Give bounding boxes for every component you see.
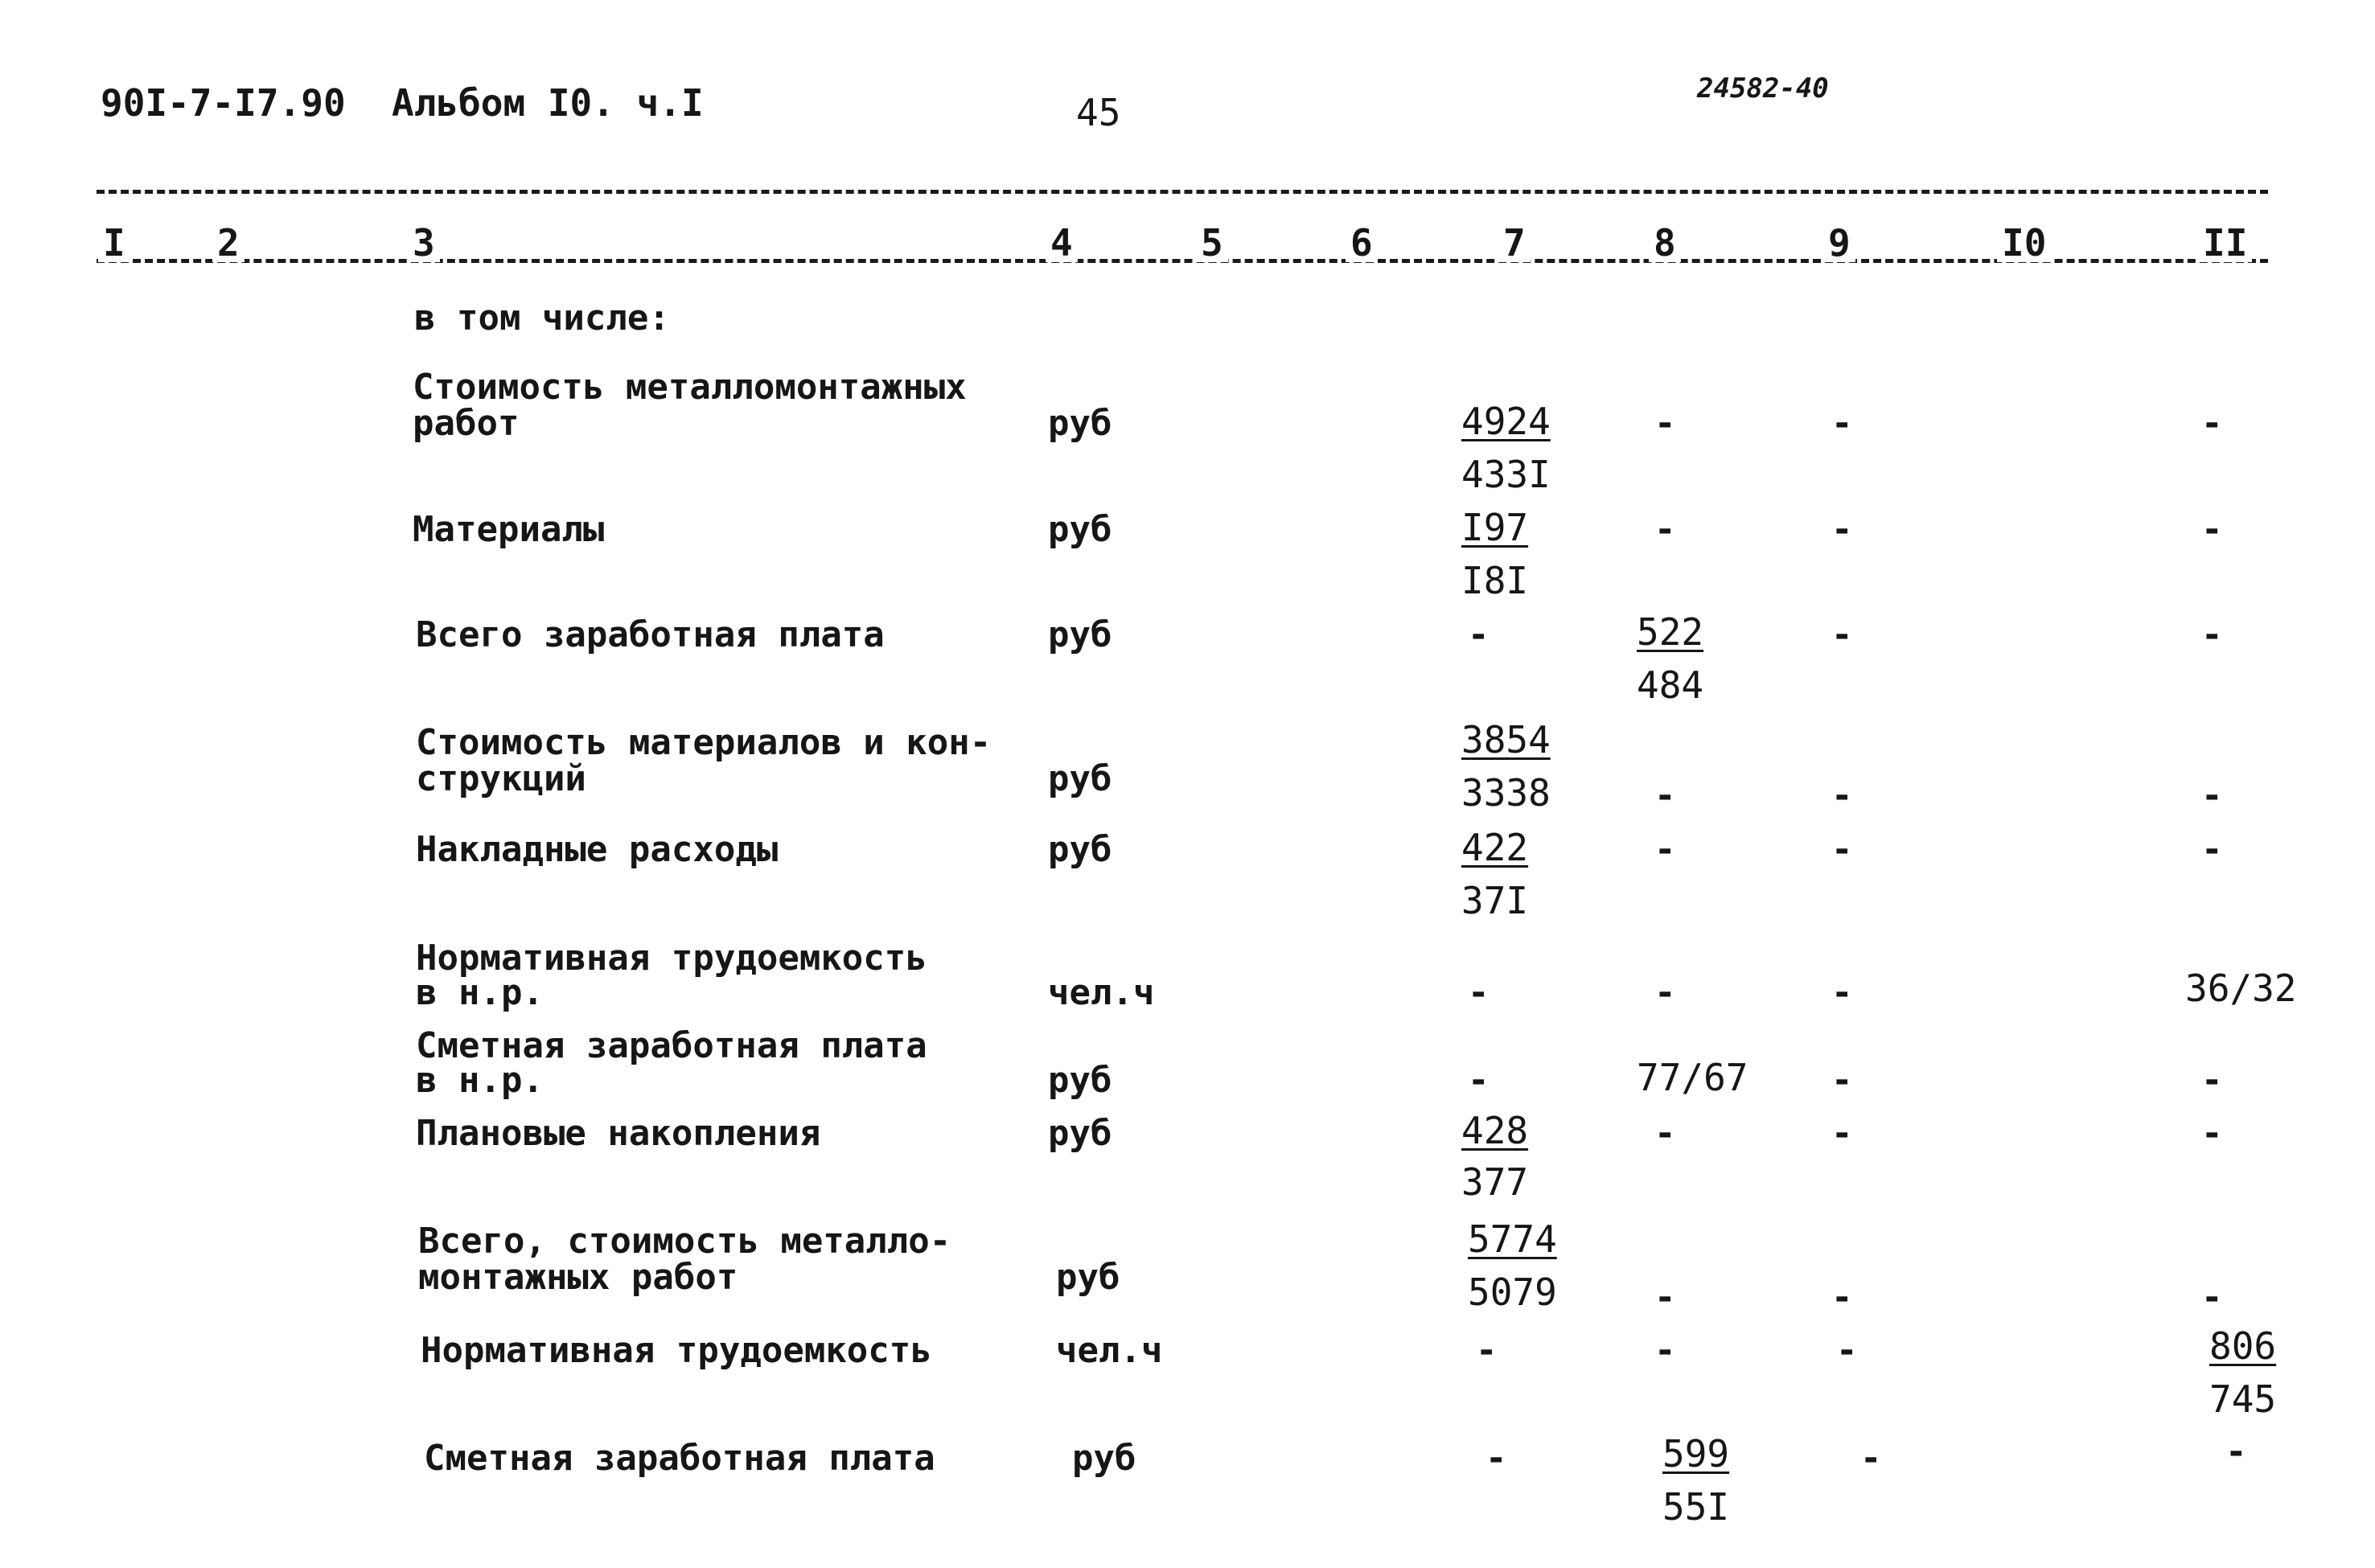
row-11-col9: - — [1860, 1438, 1882, 1479]
row-7-col8: 77/67 — [1637, 1056, 1748, 1099]
col-number-2: 2 — [212, 224, 244, 262]
row-5-label-line-1: Накладные расходы — [416, 829, 779, 870]
row-3-col8-top: 522 — [1637, 610, 1704, 654]
row-4-col9: - — [1831, 775, 1853, 816]
row-9-col9: - — [1831, 1277, 1853, 1318]
col-number-8: 8 — [1649, 224, 1681, 262]
row-1-col11: - — [2201, 403, 2223, 444]
row-3-unit: руб — [1048, 614, 1112, 655]
row-6-unit: чел.ч — [1048, 972, 1155, 1013]
row-8-col9: - — [1831, 1113, 1853, 1154]
row-1-col9: - — [1831, 403, 1853, 444]
col-number-11: II — [2198, 224, 2252, 262]
row-6-label-line-2: в н.р. — [416, 972, 544, 1013]
document-code: 90I-7-I7.90 — [101, 81, 346, 125]
col-number-9: 9 — [1823, 224, 1855, 262]
row-3-col9: - — [1831, 614, 1853, 655]
row-7-col9: - — [1831, 1060, 1853, 1101]
row-4-col11: - — [2201, 775, 2223, 816]
album-label: Альбом I0. ч.I — [392, 81, 704, 125]
row-8-col7-top: 428 — [1461, 1109, 1529, 1152]
row-1-unit: руб — [1048, 403, 1112, 444]
row-1-col8: - — [1654, 403, 1676, 444]
row-2-col9: - — [1831, 509, 1853, 550]
col-number-1: I — [98, 224, 130, 262]
row-7-unit: руб — [1048, 1060, 1112, 1101]
row-11-col11: - — [2225, 1431, 2247, 1472]
row-3-col7: - — [1468, 614, 1490, 655]
row-6-col8: - — [1654, 972, 1676, 1013]
row-5-unit: руб — [1048, 829, 1112, 870]
top-dashed-rule — [97, 190, 2268, 194]
row-1-label-line-1: Стоимость металломонтажных — [413, 367, 967, 408]
row-8-label-line-1: Плановые накопления — [416, 1113, 821, 1154]
row-9-unit: руб — [1056, 1257, 1120, 1298]
row-11-col8-bottom: 55I — [1662, 1485, 1730, 1529]
row-10-col7: - — [1476, 1330, 1498, 1371]
row-10-col11-top: 806 — [2209, 1324, 2277, 1368]
row-9-col11: - — [2201, 1277, 2223, 1318]
row-5-col11: - — [2201, 829, 2223, 870]
row-6-col11: 36/32 — [2185, 967, 2297, 1010]
row-4-col7-bottom: 3338 — [1461, 771, 1551, 815]
row-7-label-line-1: Сметная заработная плата — [416, 1025, 927, 1066]
row-9-col7-top: 5774 — [1468, 1217, 1557, 1261]
row-1-col7-bottom: 433I — [1461, 453, 1551, 496]
row-2-label-line-1: Материалы — [413, 509, 605, 550]
archive-stamp: 24582-40 — [1697, 72, 1829, 105]
row-4-label-line-2: струкций — [416, 758, 586, 799]
row-9-label-line-2: монтажных работ — [418, 1257, 738, 1298]
row-1-label-line-2: работ — [413, 403, 520, 444]
row-2-unit: руб — [1048, 509, 1112, 550]
row-2-col11: - — [2201, 509, 2223, 550]
row-9-col8: - — [1654, 1277, 1676, 1318]
row-7-label-line-2: в н.р. — [416, 1060, 544, 1101]
row-8-col7-bottom: 377 — [1461, 1160, 1529, 1204]
page-number: 45 — [1076, 91, 1121, 134]
row-9-label-line-1: Всего, стоимость металло- — [418, 1221, 951, 1262]
row-3-col8-bottom: 484 — [1637, 663, 1704, 707]
row-2-col8: - — [1654, 509, 1676, 550]
row-11-col7: - — [1485, 1438, 1507, 1479]
col-number-7: 7 — [1498, 224, 1531, 262]
row-11-col8-top: 599 — [1662, 1432, 1730, 1476]
row-5-col8: - — [1654, 829, 1676, 870]
row-6-col7: - — [1468, 972, 1490, 1013]
row-10-col11-bottom: 745 — [2209, 1377, 2277, 1421]
row-11-label-line-1: Сметная заработная плата — [424, 1438, 935, 1479]
row-2-col7-bottom: I8I — [1461, 559, 1529, 602]
row-9-col7-bottom: 5079 — [1468, 1270, 1557, 1314]
row-6-col9: - — [1831, 972, 1853, 1013]
row-4-col8: - — [1654, 775, 1676, 816]
row-4-col7-top: 3854 — [1461, 718, 1551, 761]
row-7-col7: - — [1468, 1060, 1490, 1101]
row-8-col8: - — [1654, 1113, 1676, 1154]
row-5-col9: - — [1831, 829, 1853, 870]
row-3-col11: - — [2201, 614, 2223, 655]
row-2-col7-top: I97 — [1461, 506, 1529, 549]
row-1-col7-top: 4924 — [1461, 400, 1551, 443]
row-10-unit: чел.ч — [1056, 1330, 1163, 1371]
section-label: в том числе: — [414, 298, 670, 339]
row-10-col9: - — [1836, 1330, 1858, 1371]
col-number-6: 6 — [1346, 224, 1378, 262]
row-7-col11: - — [2201, 1060, 2223, 1101]
col-number-4: 4 — [1046, 224, 1078, 262]
row-6-label-line-1: Нормативная трудоемкость — [416, 938, 927, 979]
row-4-unit: руб — [1048, 758, 1112, 799]
row-8-col11: - — [2201, 1113, 2223, 1154]
row-10-col8: - — [1654, 1330, 1676, 1371]
row-3-label-line-1: Всего заработная плата — [416, 614, 885, 655]
col-number-3: 3 — [408, 224, 440, 262]
col-number-5: 5 — [1196, 224, 1228, 262]
row-5-col7-bottom: 37I — [1461, 879, 1529, 922]
row-10-label-line-1: Нормативная трудоемкость — [421, 1330, 932, 1371]
col-number-10: I0 — [1997, 224, 2051, 262]
row-5-col7-top: 422 — [1461, 826, 1529, 869]
row-11-unit: руб — [1072, 1438, 1136, 1479]
row-8-unit: руб — [1048, 1113, 1112, 1154]
row-4-label-line-1: Стоимость материалов и кон- — [416, 722, 992, 763]
